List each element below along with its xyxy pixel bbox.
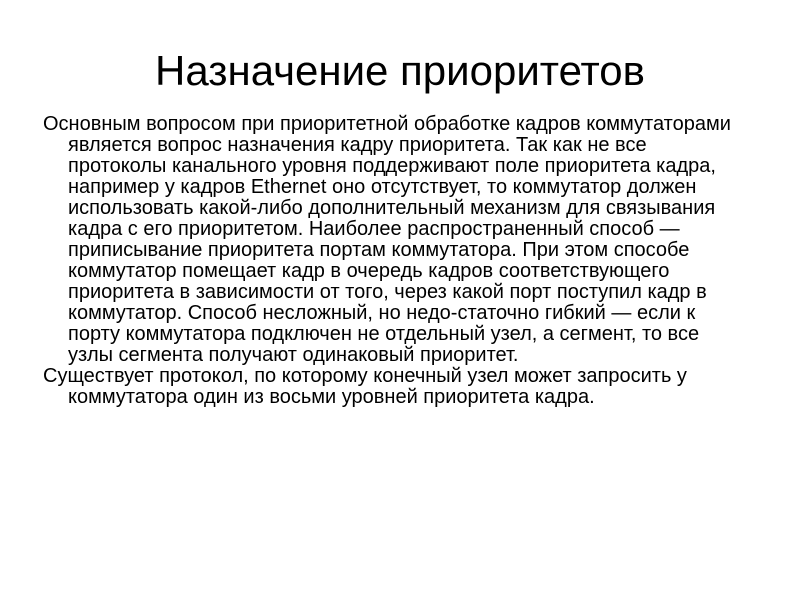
body-line: является вопрос назначения кадру приоритета. Так как не все <box>68 134 647 156</box>
body-line: коммутатора один из восьми уровней приоритета кадра. <box>68 386 595 408</box>
body-line: приписывание приоритета портам коммутатора. При этом способе <box>68 239 690 261</box>
slide-title: Назначение приоритетов <box>155 47 645 94</box>
body-line: коммутатор помещает кадр в очередь кадров соответствующего <box>68 260 670 282</box>
paragraph <box>43 366 763 408</box>
slide-body-text <box>43 114 763 408</box>
body-line: кадра с его приоритетом. Наиболее распространенный способ — <box>68 218 680 240</box>
body-line: порту коммутатора подключен не отдельный узел, а сегмент, то все <box>68 323 700 345</box>
body-line: приоритета в зависимости от того, через какой порт поступил кадр в <box>68 281 707 303</box>
paragraph <box>43 114 763 366</box>
body-line: например у кадров Ethernet оно отсутствует, то коммутатор должен <box>68 176 697 198</box>
body-line: протоколы канального уровня поддерживают поле приоритета кадра, <box>68 155 716 177</box>
body-line: Существует протокол, по которому конечный узел может запросить у <box>43 365 687 387</box>
body-line: использовать какой-либо дополнительный механизм для связывания <box>68 197 716 219</box>
body-line: Основным вопросом при приоритетной обработке кадров коммутаторами <box>43 113 731 135</box>
body-line: коммутатор. Способ несложный, но недо-статочно гибкий — если к <box>68 302 696 324</box>
body-line: узлы сегмента получают одинаковый приоритет. <box>68 344 519 366</box>
